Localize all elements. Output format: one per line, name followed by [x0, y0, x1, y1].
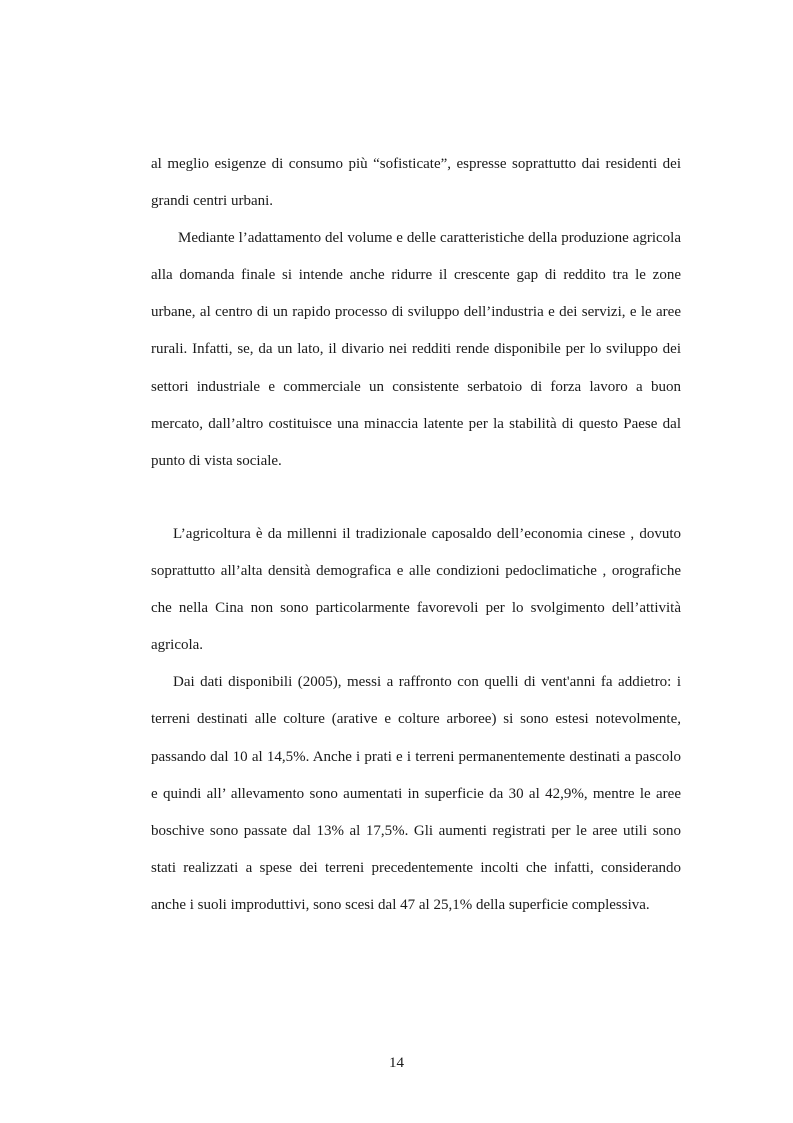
paragraph-adattamento: Mediante l’adattamento del volume e delle caratteristiche della produzione agricola alla domanda finale si intende anche ridurre il crescente gap di reddito tra le zone urbane, al centro di un rapido processo di sviluppo dell’industria e dei servizi, e le aree rurali. Infatti, se, da un lato, il divario nei redditi rende disponibile per lo sviluppo dei settori industriale e commerciale un consistente serbatoio di forza lavoro a buon mercato, dall’altro costituisce una minaccia latente per la stabilità di questo Paese dal punto di vista sociale.: [151, 230, 681, 469]
text-block-bottom: [151, 516, 681, 924]
page-number: 14: [389, 1055, 404, 1071]
paragraph-agricoltura: L’agricoltura è da millenni il tradizionale caposaldo dell’economia cinese , dovuto soprattutto all’alta densità demografica e alle condizioni pedoclimatiche , orografiche che nella Cina non sono particolarmente favorevoli per lo svolgimento dell’attività agricola.: [151, 526, 681, 654]
paragraph-dati: Dai dati disponibili (2005), messi a raffronto con quelli di vent'anni fa addietro: i terreni destinati alle colture (arative e colture arboree) si sono estesi notevolmente, passando dal 10 al 14,5%. Anche i prati e i terreni permanentemente destinati a pascolo e quindi all’ allevamento sono aumentati in superficie da 30 al 42,9%, mentre le aree boschive sono passate dal 13% al 17,5%. Gli aumenti registrati per le aree utili sono stati realizzati a spese dei terreni precedentemente incolti che infatti, considerando anche i suoli improduttivi, sono scesi dal 47 al 25,1% della superficie complessiva.: [151, 674, 681, 913]
text-block-top: [151, 146, 681, 480]
paragraph-continuation: al meglio esigenze di consumo più “sofisticate”, espresse soprattutto dai residenti dei grandi centri urbani.: [151, 156, 681, 210]
